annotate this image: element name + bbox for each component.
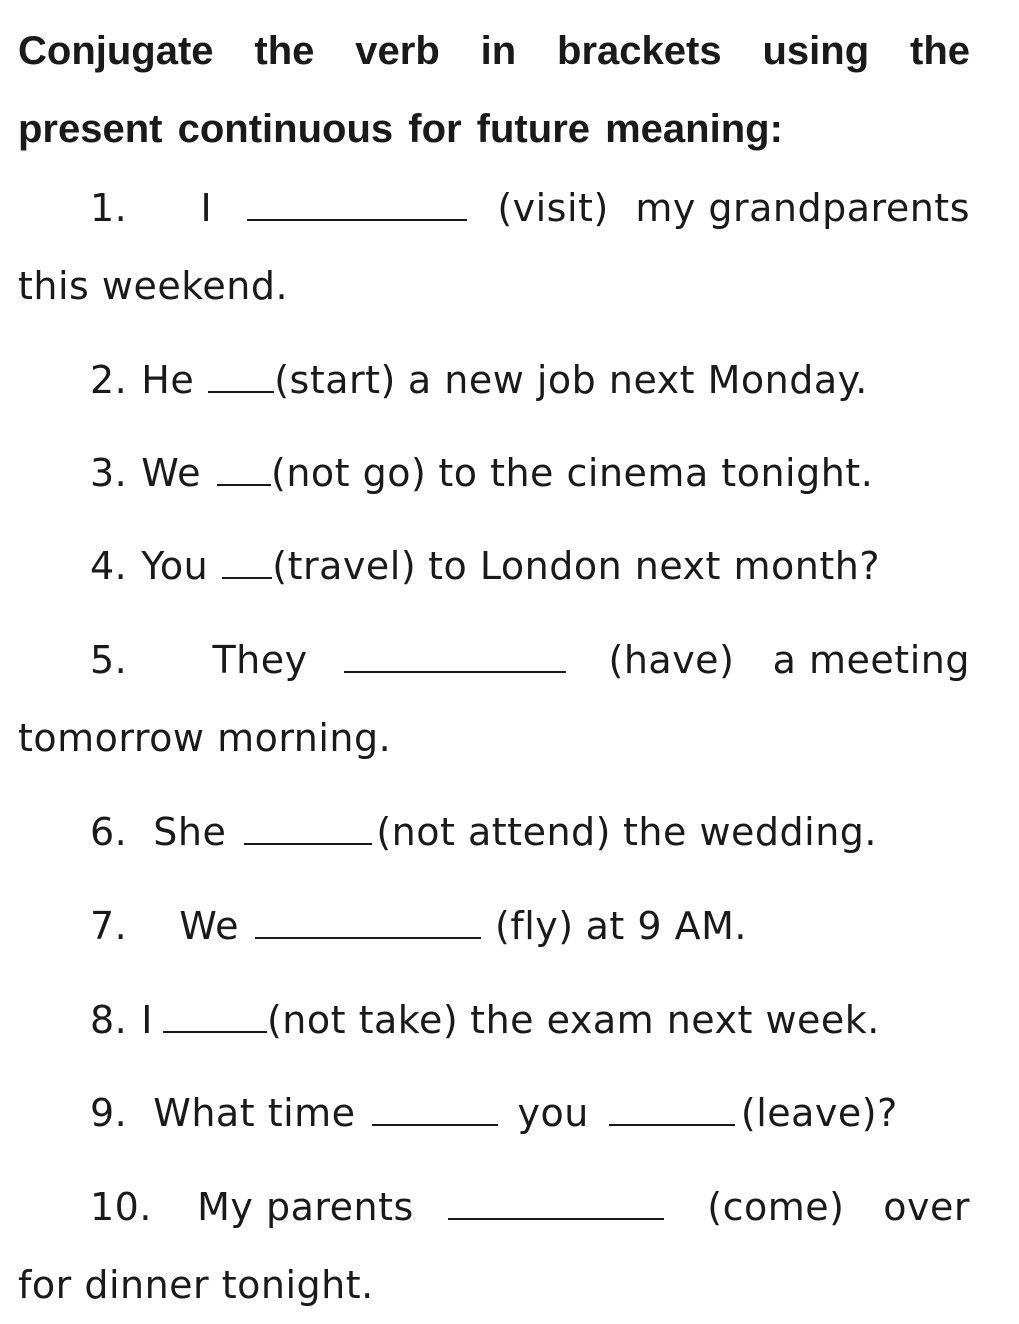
- question-rest: to London next month?: [428, 544, 881, 588]
- answer-blank[interactable]: [448, 1184, 664, 1220]
- question-continuation: tomorrow morning.: [18, 716, 392, 760]
- question-number: 8.: [90, 998, 128, 1042]
- answer-blank[interactable]: [372, 1090, 498, 1126]
- question-rest: to the cinema tonight.: [438, 451, 874, 495]
- question-number: 5.: [90, 638, 128, 682]
- question-subject: We: [141, 451, 201, 495]
- instructions-line-1: Conjugate the verb in brackets using the: [18, 29, 970, 73]
- question-subject: I: [200, 186, 213, 230]
- question-10: [18, 1168, 970, 1324]
- question-number: 10.: [90, 1185, 152, 1229]
- question-number: 9.: [90, 1091, 128, 1135]
- question-number: 1.: [90, 186, 128, 230]
- question-subject: We: [179, 904, 239, 948]
- question-rest: over: [883, 1185, 970, 1229]
- question-verb: (not go): [271, 451, 427, 495]
- question-verb: (not take): [266, 998, 459, 1042]
- question-7: [18, 887, 970, 965]
- question-verb: (fly): [495, 904, 574, 948]
- question-verb: (start): [274, 358, 396, 402]
- question-subject: I: [141, 998, 153, 1042]
- answer-blank[interactable]: [222, 543, 272, 579]
- question-middle: you: [517, 1091, 589, 1135]
- question-number: 3.: [90, 451, 128, 495]
- question-verb: (leave)?: [740, 1091, 898, 1135]
- question-rest: the exam next week.: [470, 998, 880, 1042]
- answer-blank[interactable]: [255, 903, 481, 939]
- question-continuation: for dinner tonight.: [18, 1263, 374, 1307]
- question-verb: (not attend): [376, 810, 611, 854]
- answer-blank[interactable]: [217, 450, 271, 486]
- answer-blank[interactable]: [208, 357, 274, 393]
- question-verb: (have): [608, 638, 735, 682]
- answer-blank[interactable]: [609, 1090, 735, 1126]
- question-9: [18, 1074, 970, 1152]
- question-subject: My parents: [197, 1185, 414, 1229]
- question-2: [18, 341, 970, 419]
- question-1: [18, 169, 970, 325]
- answer-blank[interactable]: [163, 997, 267, 1033]
- question-6: [18, 793, 970, 871]
- question-rest: my grandparents: [635, 186, 970, 230]
- instructions-heading: [18, 12, 970, 168]
- question-subject: They: [212, 638, 308, 682]
- question-5: [18, 621, 970, 777]
- question-rest: the wedding.: [623, 810, 877, 854]
- question-continuation: this weekend.: [18, 264, 289, 308]
- question-verb: (come): [707, 1185, 845, 1229]
- question-rest: at 9 AM.: [585, 904, 747, 948]
- question-rest: a new job next Monday.: [407, 358, 868, 402]
- question-number: 6.: [90, 810, 128, 854]
- answer-blank[interactable]: [344, 637, 566, 673]
- question-rest: a meeting: [772, 638, 970, 682]
- question-subject: What time: [153, 1091, 356, 1135]
- answer-blank[interactable]: [247, 185, 467, 221]
- question-subject: She: [153, 810, 227, 854]
- question-4: [18, 527, 970, 605]
- question-number: 7.: [90, 904, 128, 948]
- answer-blank[interactable]: [244, 809, 372, 845]
- question-verb: (travel): [272, 544, 417, 588]
- question-verb: (visit): [497, 186, 609, 230]
- instructions-line-2: present continuous for future meaning:: [18, 107, 783, 151]
- question-subject: You: [141, 544, 209, 588]
- question-8: [18, 981, 970, 1059]
- question-number: 4.: [90, 544, 128, 588]
- question-number: 2.: [90, 358, 128, 402]
- question-3: [18, 434, 970, 512]
- question-subject: He: [141, 358, 195, 402]
